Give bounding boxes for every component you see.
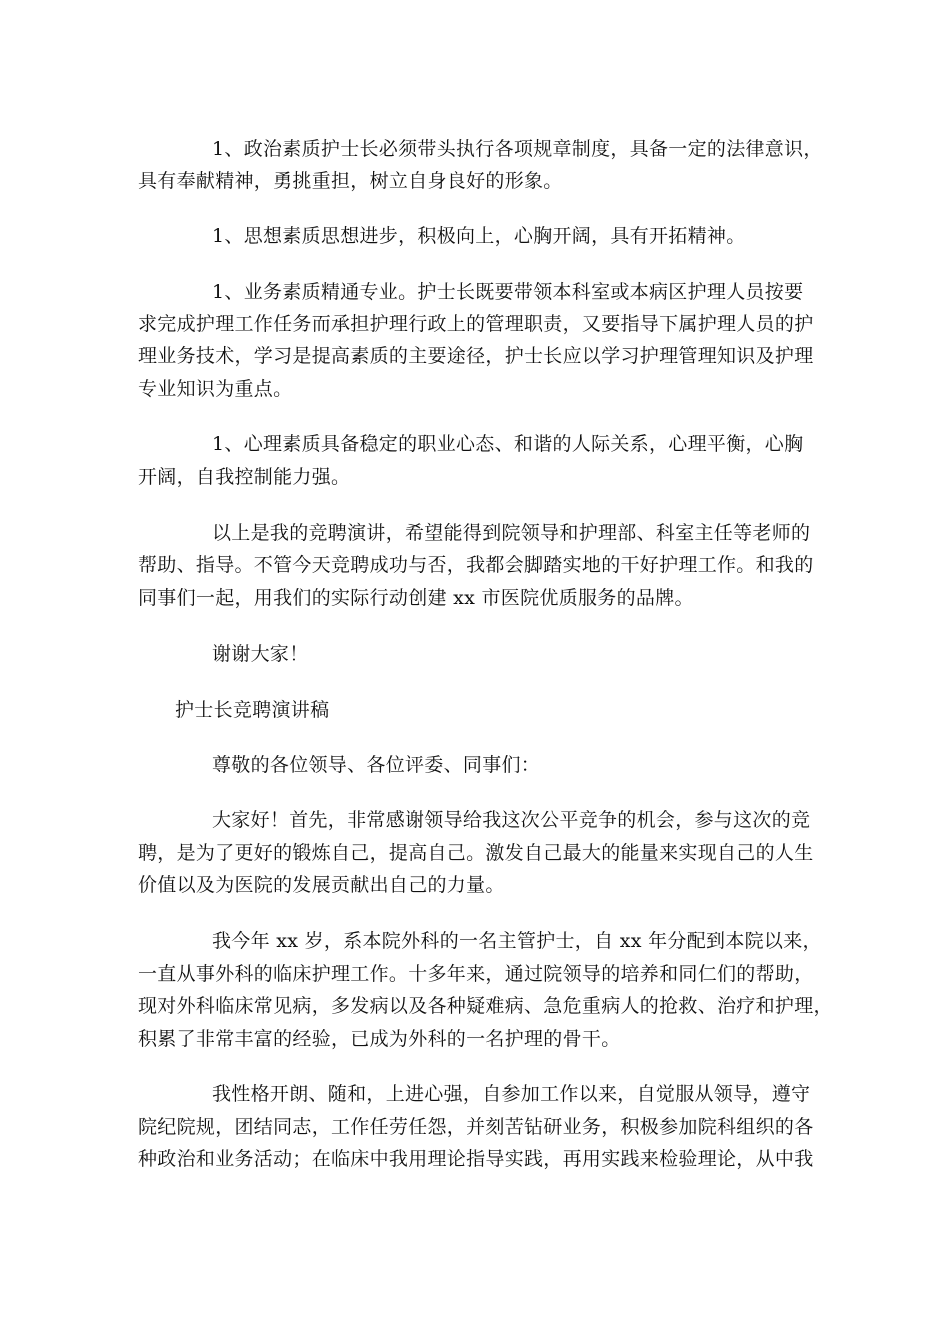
text-line: 1、心理素质具备稳定的职业心态、和谐的人际关系，心理平衡，心胸 — [212, 433, 804, 455]
text-line: 聘，是为了更好的锻炼自己，提高自己。激发自己最大的能量来实现自己的人生 — [138, 842, 814, 864]
text-line: 专业知识为重点。 — [138, 378, 293, 400]
text-line: 现对外科临床常见病，多发病以及各种疑难病、急危重病人的抢救、治疗和护理， — [138, 995, 833, 1017]
text-line: 种政治和业务活动；在临床中我用理论指导实践，再用实践来检验理论，从中我 — [138, 1148, 814, 1170]
text-line: 以上是我的竞聘演讲，希望能得到院领导和护理部、科室主任等老师的 — [212, 522, 811, 544]
text-line: 积累了非常丰富的经验，已成为外科的一名护理的骨干。 — [138, 1028, 621, 1050]
text-line: 谢谢大家！ — [212, 643, 309, 665]
text-line: 价值以及为医院的发展贡献出自己的力量。 — [138, 874, 505, 896]
text-line: 一直从事外科的临床护理工作。十多年来，通过院领导的培养和同仁们的帮助， — [138, 963, 814, 985]
text-line: 开阔，自我控制能力强。 — [138, 466, 351, 488]
text-line: 理业务技术，学习是提高素质的主要途径，护士长应以学习护理管理知识及护理 — [138, 345, 814, 367]
text-line: 大家好！首先，非常感谢领导给我这次公平竞争的机会，参与这次的竞 — [212, 809, 811, 831]
text-line: 我今年 xx 岁，系本院外科的一名主管护士，自 xx 年分配到本院以来， — [212, 930, 822, 952]
text-line: 1、业务素质精通专业。护士长既要带领本科室或本病区护理人员按要 — [212, 281, 804, 303]
salutation: 尊敬的各位领导、各位评委、同事们： — [212, 754, 541, 776]
text-line: 同事们一起，用我们的实际行动创建 xx 市医院优质服务的品牌。 — [138, 587, 694, 609]
text-line: 院纪院规，团结同志，工作任劳任怨，并刻苦钻研业务，积极参加院科组织的各 — [138, 1116, 814, 1138]
text-line: 具有奉献精神，勇挑重担，树立自身良好的形象。 — [138, 170, 563, 192]
text-line: 帮助、指导。不管今天竞聘成功与否，我都会脚踏实地的干好护理工作。和我的 — [138, 554, 814, 576]
text-line: 求完成护理工作任务而承担护理行政上的管理职责，又要指导下属护理人员的护 — [138, 313, 814, 335]
text-line: 1、思想素质思想进步，积极向上，心胸开阔，具有开拓精神。 — [212, 225, 746, 247]
text-line: 1、政治素质护士长必须带头执行各项规章制度，具备一定的法律意识， — [212, 138, 823, 160]
text-line: 我性格开朗、随和，上进心强，自参加工作以来，自觉服从领导，遵守 — [212, 1083, 811, 1105]
section-title: 护士长竞聘演讲稿 — [175, 699, 330, 721]
